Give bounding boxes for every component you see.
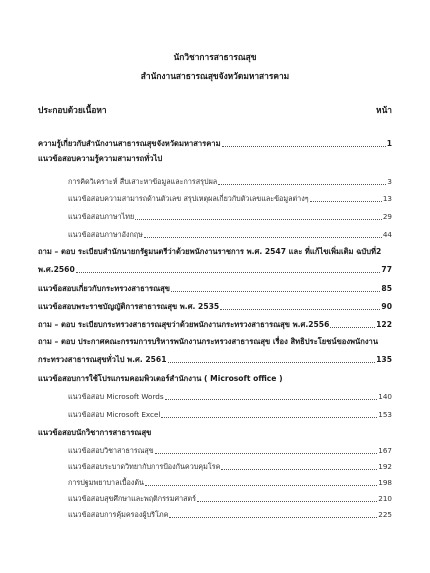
toc-entry-text: แนวข้อสอบพระราชบัญญัติการสาธารณสุข พ.ศ. 2535 [38,302,220,311]
toc-page-number: 167 [378,446,392,455]
leader-dots [168,362,376,363]
toc-entry-text-continued: กระทรวงสาธารณสุขทั่วไป พ.ศ. 2561 [38,355,167,364]
toc-entry [38,337,392,365]
leader-dots [76,272,381,273]
toc-entry-text: แนวข้อสอบวิชาสาธารณสุข [68,446,154,455]
toc-entry [38,428,392,438]
toc-entry [38,446,392,456]
toc-column-header [38,103,392,117]
toc-page-number: 192 [378,462,392,471]
leader-dots [165,399,378,400]
leader-dots [222,146,386,147]
toc-entry [38,194,392,204]
document-title: นักวิชาการสาธารณสุข [173,52,257,62]
toc-page-number: 198 [378,478,392,487]
toc-page-number: 210 [378,494,392,503]
toc-entry [38,494,392,504]
toc-page-number: 85 [381,284,392,293]
leader-dots [330,327,375,328]
toc-entry [38,284,392,294]
toc-entry-text: แนวข้อสอบระบาดวิทยากับการป้องกันควบคุมโรค [68,462,221,471]
toc-page-number: 44 [382,230,392,239]
toc-entry [38,212,392,222]
toc-entry [38,154,392,164]
leader-dots [171,291,380,292]
toc-page-number: 77 [381,265,392,274]
toc-entry [38,392,392,402]
toc-entry-text: ถาม – ตอบ ประกาศคณะกรรมการบริหารพนักงานกระทรวงสาธารณสุข เรื่อง สิทธิประโยชน์ของพนักงาน [38,337,379,346]
leader-dots [220,309,380,310]
toc-page-number: 153 [378,410,392,419]
leader-dots [161,417,377,418]
toc-entry [38,510,392,520]
leader-dots [155,453,378,454]
toc-page-number: 225 [378,510,392,519]
toc-page-number: 29 [382,212,392,221]
toc-page-number: 90 [381,302,392,311]
toc-page-number: 140 [378,392,392,401]
toc-entry-text: แนวข้อสอบภาษาไทย [68,212,135,221]
leader-dots [218,184,386,185]
toc-page-number: 135 [376,355,392,364]
toc-entry [38,139,392,149]
page-label: หน้า [376,105,392,115]
toc-entry-text: การคิดวิเคราะห์ สืบเสาะหาข้อมูลและการสรุปผล [68,177,218,186]
toc-entry-text: แนวข้อสอบ Microsoft Words [68,392,164,401]
toc-entry-text: แนวข้อสอบสุขศึกษาและพฤติกรรมศาสตร์ [68,494,197,503]
toc-page-number: 1 [386,139,392,148]
leader-dots [145,485,377,486]
leader-dots [221,469,377,470]
toc-entry-text: แนวข้อสอบภาษาอังกฤษ [68,230,143,239]
toc-entry [38,374,392,384]
leader-dots [144,237,382,238]
contents-label: ประกอบด้วยเนื้อหา [38,105,107,115]
toc-entry [38,177,392,187]
toc-entry [38,478,392,488]
toc-entry-text: แนวข้อสอบการใช้โปรแกรมคอมพิวเตอร์สำนักงาน ( Microsoft office ) [38,374,283,383]
leader-dots [135,219,382,220]
toc-entry-text: แนวข้อสอบความรู้ความสามารถทั่วไป [38,154,163,163]
toc-entry [38,462,392,472]
leader-dots [310,201,382,202]
leader-dots [197,501,377,502]
toc-entry [38,410,392,420]
toc-entry-text: ความรู้เกี่ยวกับสำนักงานสาธารณสุขจังหวัดมหาสารคาม [38,139,221,148]
toc-entry-text: แนวข้อสอบความสามารถด้านตัวเลข สรุปเหตุผลเกี่ยวกับตัวเลขและข้อมูลต่างๆ [68,194,309,203]
toc-entry [38,302,392,312]
toc-entry-text: แนวข้อสอบนักวิชาการสาธารณสุข [38,428,152,437]
toc-entry-text-continued: พ.ศ.2560 [38,265,75,274]
toc-entry [38,230,392,240]
toc-page-number: 13 [382,194,392,203]
leader-dots [169,517,377,518]
toc-entry-text: การปฐมพยาบาลเบื้องต้น [68,478,144,487]
toc-entry-text: ถาม – ตอบ ระเบียบกระทรวงสาธารณสุขว่าด้วยพนักงานกระทรวงสาธารณสุข พ.ศ.2556 [38,320,330,329]
toc-entry-text: แนวข้อสอบการคุ้มครองผู้บริโภค [68,510,169,519]
toc-entry-text: แนวข้อสอบ Microsoft Excel [68,410,161,419]
document-subtitle: สำนักงานสาธารณสุขจังหวัดมหาสารคาม [140,71,290,81]
toc-page-number: 3 [387,177,392,186]
toc-entry-text: ถาม – ตอบ ระเบียบสำนักนายกรัฐมนตรีว่าด้วยพนักงานราชการ พ.ศ. 2547 และ ที่แก้ไขเพิ่มเติม ฉบับที่2 [38,247,382,256]
toc-entry-text: แนวข้อสอบเกี่ยวกับกระทรวงสาธารณสุข [38,284,171,293]
toc-entry [38,320,392,330]
toc-entry [38,247,392,275]
toc-page-number: 122 [376,320,392,329]
